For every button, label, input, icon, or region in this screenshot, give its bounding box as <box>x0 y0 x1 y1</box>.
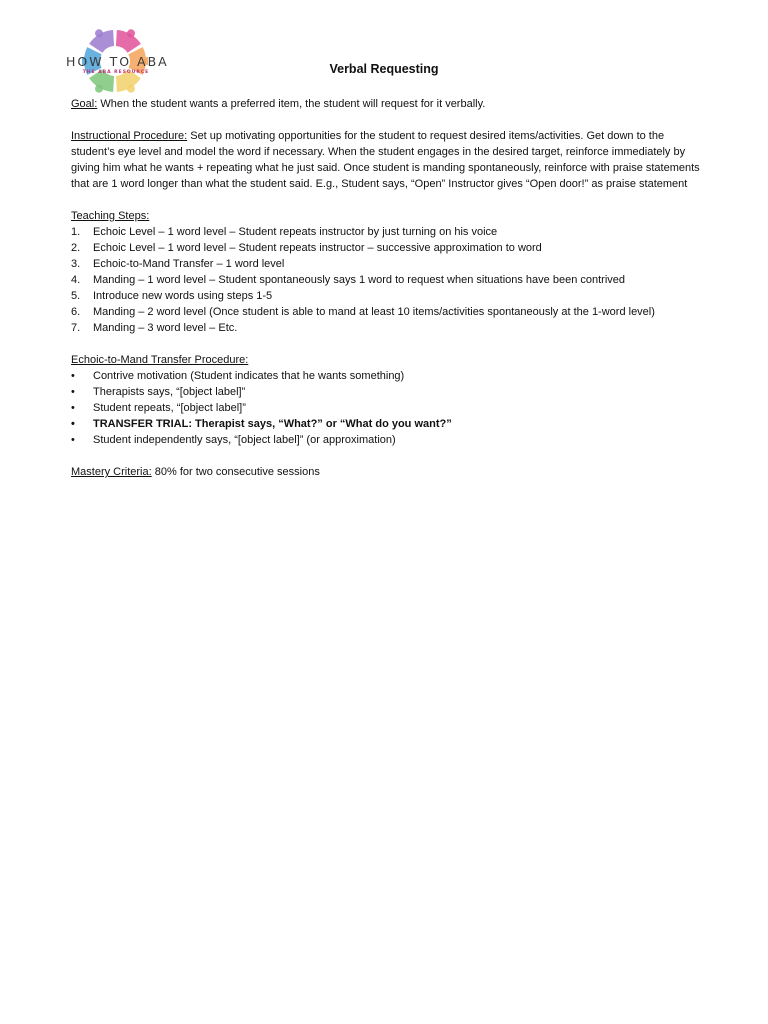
mastery-paragraph <box>71 464 701 480</box>
bullet-icon: • <box>71 434 75 446</box>
bullet-icon: • <box>71 402 75 414</box>
procedure-text: Set up motivating opportunities for the student to request desired items/activities. Get down to the student’s eye level and model the word if necessary. When the student engages in the desired target, reinforce immediately by giving him what he wants + repeating what he just said. Once student is manding spontaneously, reinforce with praise statements that are 1 word longer than what the student said. E.g., Student says, “Open” Instructor gives “Open door!” as praise statement <box>71 130 700 190</box>
bullet-icon: • <box>71 386 75 398</box>
list-item: 7. Manding – 3 word level – Etc. <box>71 322 238 334</box>
logo-text: HOW TO ABA <box>66 54 169 69</box>
mastery-label: Mastery Criteria: <box>71 466 152 478</box>
how-to-aba-logo <box>66 28 169 94</box>
page-title: Verbal Requesting <box>329 62 439 76</box>
document-body <box>71 96 701 480</box>
list-item: 2. Echoic Level – 1 word level – Student repeats instructor – successive approximation to word <box>71 242 542 254</box>
list-item: 6. Manding – 2 word level (Once student is able to mand at least 10 items/activities spontaneously at the 1-word level) <box>71 306 655 318</box>
logo-knob <box>127 85 135 93</box>
bullet-icon: • <box>71 370 75 382</box>
list-item: • Student independently says, “[object label]” (or approximation) <box>71 434 396 446</box>
mastery-text: 80% for two consecutive sessions <box>151 466 320 478</box>
logo-subtext: THE ABA RESOURCE <box>82 70 150 75</box>
transfer-procedure-heading: Echoic-to-Mand Transfer Procedure: <box>71 354 249 366</box>
teaching-steps-list <box>71 224 701 336</box>
goal-text: When the student wants a preferred item, the student will request for it verbally. <box>97 98 486 110</box>
bullet-icon: • <box>71 418 75 430</box>
procedure-paragraph <box>71 128 701 192</box>
list-item: 1. Echoic Level – 1 word level – Student repeats instructor by just turning on his voice <box>71 226 498 238</box>
list-item: • Student repeats, “[object label]” <box>71 402 246 414</box>
transfer-procedure-list <box>71 368 701 448</box>
goal-paragraph <box>71 96 701 112</box>
list-item: • Therapists says, “[object label]” <box>71 386 246 398</box>
logo-knob <box>95 85 103 93</box>
procedure-label: Instructional Procedure: <box>71 130 188 142</box>
list-item: • Contrive motivation (Student indicates that he wants something) <box>71 370 405 382</box>
logo-knob <box>127 29 135 37</box>
list-item: 4. Manding – 1 word level – Student spontaneously says 1 word to request when situations have been contrived <box>71 274 625 286</box>
list-item: 5. Introduce new words using steps 1-5 <box>71 290 273 302</box>
teaching-steps-heading: Teaching Steps: <box>71 210 150 222</box>
goal-label: Goal: <box>71 98 98 110</box>
list-item: 3. Echoic-to-Mand Transfer – 1 word level <box>71 258 285 270</box>
logo-knob <box>95 29 103 37</box>
list-item: • TRANSFER TRIAL: Therapist says, “What?” or “What do you want?” <box>71 418 452 430</box>
